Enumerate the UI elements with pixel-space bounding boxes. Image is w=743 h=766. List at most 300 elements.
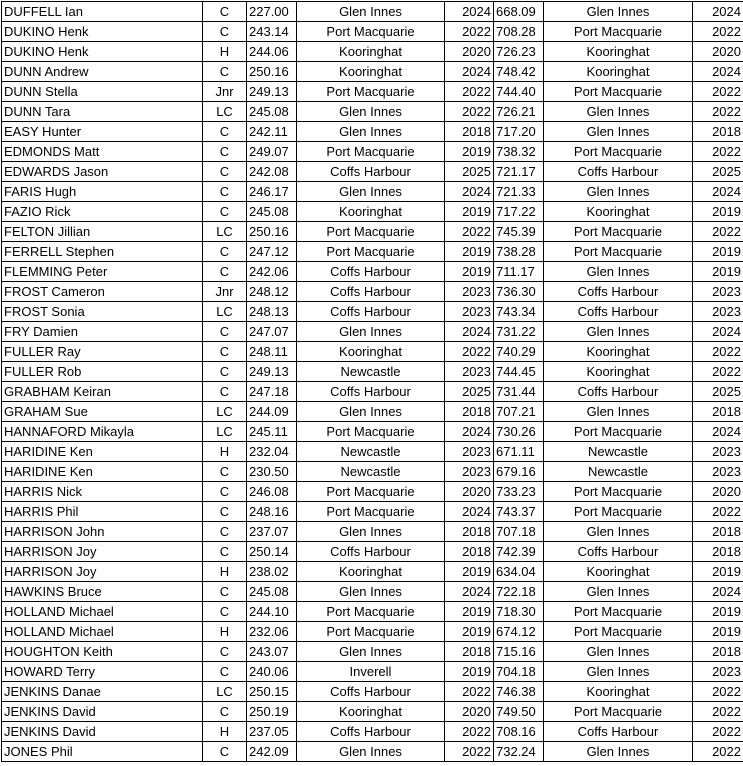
grade-cell: C	[203, 202, 247, 222]
club-cell: Coffs Harbour	[297, 282, 445, 302]
score-cell: 242.06	[247, 262, 297, 282]
score-cell: 250.14	[247, 542, 297, 562]
score-cell: 227.00	[247, 2, 297, 22]
aggregate-year-cell: 2022	[693, 702, 743, 722]
club-cell: Kooringhat	[297, 202, 445, 222]
year-cell: 2019	[445, 202, 494, 222]
grade-cell: H	[203, 42, 247, 62]
aggregate-score-cell: 731.22	[494, 322, 544, 342]
club-cell: Port Macquarie	[297, 222, 445, 242]
shooter-name-cell: DUKINO Henk	[2, 42, 203, 62]
club-cell: Coffs Harbour	[297, 382, 445, 402]
year-cell: 2019	[445, 622, 494, 642]
grade-cell: C	[203, 322, 247, 342]
grade-cell: C	[203, 702, 247, 722]
aggregate-year-cell: 2018	[693, 402, 743, 422]
score-cell: 250.15	[247, 682, 297, 702]
shooter-name-cell: FROST Cameron	[2, 282, 203, 302]
aggregate-score-cell: 721.33	[494, 182, 544, 202]
aggregate-year-cell: 2024	[693, 2, 743, 22]
grade-cell: C	[203, 242, 247, 262]
table-row	[2, 702, 743, 722]
aggregate-club-cell: Port Macquarie	[544, 422, 693, 442]
shooter-name-cell: HAWKINS Bruce	[2, 582, 203, 602]
shooter-name-cell: JENKINS David	[2, 702, 203, 722]
club-cell: Glen Innes	[297, 122, 445, 142]
table-row	[2, 182, 743, 202]
aggregate-score-cell: 679.16	[494, 462, 544, 482]
grade-cell: C	[203, 602, 247, 622]
club-cell: Coffs Harbour	[297, 302, 445, 322]
aggregate-score-cell: 726.23	[494, 42, 544, 62]
aggregate-club-cell: Glen Innes	[544, 582, 693, 602]
score-cell: 248.12	[247, 282, 297, 302]
aggregate-year-cell: 2018	[693, 122, 743, 142]
club-cell: Coffs Harbour	[297, 722, 445, 742]
table-row	[2, 522, 743, 542]
aggregate-score-cell: 738.28	[494, 242, 544, 262]
year-cell: 2025	[445, 382, 494, 402]
aggregate-club-cell: Kooringhat	[544, 562, 693, 582]
aggregate-year-cell: 2019	[693, 562, 743, 582]
club-cell: Glen Innes	[297, 742, 445, 762]
aggregate-score-cell: 744.45	[494, 362, 544, 382]
year-cell: 2024	[445, 322, 494, 342]
aggregate-year-cell: 2022	[693, 142, 743, 162]
aggregate-score-cell: 744.40	[494, 82, 544, 102]
table-row	[2, 162, 743, 182]
score-cell: 237.07	[247, 522, 297, 542]
club-cell: Coffs Harbour	[297, 682, 445, 702]
club-cell: Coffs Harbour	[297, 262, 445, 282]
club-cell: Kooringhat	[297, 42, 445, 62]
grade-cell: C	[203, 22, 247, 42]
year-cell: 2022	[445, 722, 494, 742]
club-cell: Coffs Harbour	[297, 162, 445, 182]
shooter-name-cell: HARRISON John	[2, 522, 203, 542]
aggregate-year-cell: 2023	[693, 282, 743, 302]
year-cell: 2024	[445, 422, 494, 442]
aggregate-club-cell: Coffs Harbour	[544, 162, 693, 182]
aggregate-year-cell: 2023	[693, 462, 743, 482]
aggregate-club-cell: Kooringhat	[544, 362, 693, 382]
aggregate-club-cell: Glen Innes	[544, 102, 693, 122]
club-cell: Inverell	[297, 662, 445, 682]
year-cell: 2020	[445, 42, 494, 62]
year-cell: 2022	[445, 22, 494, 42]
grade-cell: Jnr	[203, 282, 247, 302]
table-row	[2, 582, 743, 602]
shooter-name-cell: JONES Phil	[2, 742, 203, 762]
aggregate-score-cell: 743.37	[494, 502, 544, 522]
aggregate-club-cell: Coffs Harbour	[544, 282, 693, 302]
aggregate-club-cell: Kooringhat	[544, 202, 693, 222]
shooter-name-cell: HOUGHTON Keith	[2, 642, 203, 662]
shooter-name-cell: FROST Sonia	[2, 302, 203, 322]
score-cell: 240.06	[247, 662, 297, 682]
aggregate-club-cell: Glen Innes	[544, 642, 693, 662]
aggregate-club-cell: Port Macquarie	[544, 82, 693, 102]
score-cell: 249.07	[247, 142, 297, 162]
club-cell: Port Macquarie	[297, 482, 445, 502]
aggregate-score-cell: 711.17	[494, 262, 544, 282]
aggregate-club-cell: Newcastle	[544, 462, 693, 482]
aggregate-year-cell: 2020	[693, 42, 743, 62]
aggregate-year-cell: 2019	[693, 262, 743, 282]
score-cell: 250.19	[247, 702, 297, 722]
year-cell: 2019	[445, 242, 494, 262]
shooter-name-cell: FULLER Rob	[2, 362, 203, 382]
score-cell: 248.11	[247, 342, 297, 362]
grade-cell: C	[203, 182, 247, 202]
club-cell: Glen Innes	[297, 402, 445, 422]
aggregate-score-cell: 722.18	[494, 582, 544, 602]
table-row	[2, 142, 743, 162]
score-cell: 245.08	[247, 102, 297, 122]
score-cell: 247.12	[247, 242, 297, 262]
table-row	[2, 722, 743, 742]
aggregate-year-cell: 2019	[693, 202, 743, 222]
aggregate-score-cell: 732.24	[494, 742, 544, 762]
table-row	[2, 482, 743, 502]
shooter-name-cell: DUFFELL Ian	[2, 2, 203, 22]
shooter-name-cell: FRY Damien	[2, 322, 203, 342]
table-row	[2, 442, 743, 462]
year-cell: 2019	[445, 562, 494, 582]
year-cell: 2023	[445, 282, 494, 302]
shooter-name-cell: JENKINS David	[2, 722, 203, 742]
grade-cell: C	[203, 162, 247, 182]
aggregate-year-cell: 2019	[693, 242, 743, 262]
aggregate-club-cell: Newcastle	[544, 442, 693, 462]
year-cell: 2019	[445, 662, 494, 682]
score-cell: 244.10	[247, 602, 297, 622]
aggregate-year-cell: 2019	[693, 602, 743, 622]
aggregate-club-cell: Port Macquarie	[544, 702, 693, 722]
aggregate-score-cell: 674.12	[494, 622, 544, 642]
aggregate-year-cell: 2025	[693, 162, 743, 182]
score-cell: 243.14	[247, 22, 297, 42]
table-row	[2, 542, 743, 562]
year-cell: 2024	[445, 582, 494, 602]
grade-cell: C	[203, 542, 247, 562]
aggregate-club-cell: Glen Innes	[544, 322, 693, 342]
year-cell: 2024	[445, 502, 494, 522]
aggregate-year-cell: 2022	[693, 22, 743, 42]
table-row	[2, 202, 743, 222]
shooter-name-cell: HARRISON Joy	[2, 562, 203, 582]
aggregate-year-cell: 2023	[693, 442, 743, 462]
grade-cell: H	[203, 442, 247, 462]
table-row	[2, 42, 743, 62]
table-row	[2, 62, 743, 82]
aggregate-year-cell: 2018	[693, 522, 743, 542]
aggregate-score-cell: 715.16	[494, 642, 544, 662]
grade-cell: C	[203, 262, 247, 282]
aggregate-club-cell: Kooringhat	[544, 62, 693, 82]
shooter-name-cell: HANNAFORD Mikayla	[2, 422, 203, 442]
aggregate-club-cell: Port Macquarie	[544, 242, 693, 262]
score-cell: 244.09	[247, 402, 297, 422]
table-row	[2, 282, 743, 302]
grade-cell: C	[203, 742, 247, 762]
shooter-name-cell: DUKINO Henk	[2, 22, 203, 42]
aggregate-year-cell: 2023	[693, 662, 743, 682]
year-cell: 2022	[445, 82, 494, 102]
club-cell: Newcastle	[297, 462, 445, 482]
club-cell: Kooringhat	[297, 342, 445, 362]
club-cell: Port Macquarie	[297, 422, 445, 442]
year-cell: 2022	[445, 102, 494, 122]
club-cell: Kooringhat	[297, 702, 445, 722]
aggregate-year-cell: 2018	[693, 642, 743, 662]
aggregate-score-cell: 717.20	[494, 122, 544, 142]
aggregate-year-cell: 2024	[693, 582, 743, 602]
score-cell: 244.06	[247, 42, 297, 62]
aggregate-club-cell: Coffs Harbour	[544, 542, 693, 562]
aggregate-score-cell: 749.50	[494, 702, 544, 722]
score-cell: 238.02	[247, 562, 297, 582]
year-cell: 2019	[445, 602, 494, 622]
year-cell: 2018	[445, 642, 494, 662]
aggregate-club-cell: Coffs Harbour	[544, 382, 693, 402]
score-cell: 242.11	[247, 122, 297, 142]
aggregate-club-cell: Coffs Harbour	[544, 302, 693, 322]
year-cell: 2022	[445, 742, 494, 762]
table-row	[2, 362, 743, 382]
year-cell: 2024	[445, 62, 494, 82]
score-cell: 249.13	[247, 82, 297, 102]
score-cell: 245.08	[247, 582, 297, 602]
aggregate-year-cell: 2022	[693, 722, 743, 742]
grade-cell: H	[203, 622, 247, 642]
aggregate-year-cell: 2022	[693, 362, 743, 382]
shooter-name-cell: FAZIO Rick	[2, 202, 203, 222]
aggregate-club-cell: Port Macquarie	[544, 22, 693, 42]
year-cell: 2018	[445, 542, 494, 562]
aggregate-score-cell: 730.26	[494, 422, 544, 442]
table-row	[2, 122, 743, 142]
score-cell: 230.50	[247, 462, 297, 482]
scores-table	[1, 1, 743, 762]
score-cell: 242.08	[247, 162, 297, 182]
club-cell: Port Macquarie	[297, 622, 445, 642]
grade-cell: Jnr	[203, 82, 247, 102]
club-cell: Port Macquarie	[297, 242, 445, 262]
shooter-name-cell: HOLLAND Michael	[2, 622, 203, 642]
aggregate-score-cell: 745.39	[494, 222, 544, 242]
score-cell: 232.06	[247, 622, 297, 642]
score-cell: 250.16	[247, 62, 297, 82]
aggregate-club-cell: Glen Innes	[544, 2, 693, 22]
year-cell: 2018	[445, 402, 494, 422]
club-cell: Kooringhat	[297, 62, 445, 82]
table-row	[2, 622, 743, 642]
aggregate-club-cell: Port Macquarie	[544, 602, 693, 622]
shooter-name-cell: GRABHAM Keiran	[2, 382, 203, 402]
score-cell: 248.13	[247, 302, 297, 322]
aggregate-club-cell: Coffs Harbour	[544, 722, 693, 742]
grade-cell: C	[203, 2, 247, 22]
aggregate-year-cell: 2025	[693, 382, 743, 402]
aggregate-year-cell: 2023	[693, 302, 743, 322]
aggregate-year-cell: 2022	[693, 102, 743, 122]
table-row	[2, 222, 743, 242]
aggregate-year-cell: 2024	[693, 422, 743, 442]
year-cell: 2020	[445, 702, 494, 722]
aggregate-club-cell: Glen Innes	[544, 522, 693, 542]
grade-cell: C	[203, 642, 247, 662]
year-cell: 2023	[445, 362, 494, 382]
year-cell: 2022	[445, 682, 494, 702]
aggregate-score-cell: 717.22	[494, 202, 544, 222]
grade-cell: C	[203, 62, 247, 82]
club-cell: Glen Innes	[297, 2, 445, 22]
grade-cell: C	[203, 122, 247, 142]
club-cell: Glen Innes	[297, 322, 445, 342]
shooter-name-cell: HARRIS Nick	[2, 482, 203, 502]
year-cell: 2018	[445, 122, 494, 142]
table-row	[2, 382, 743, 402]
grade-cell: C	[203, 482, 247, 502]
aggregate-club-cell: Glen Innes	[544, 122, 693, 142]
aggregate-score-cell: 634.04	[494, 562, 544, 582]
year-cell: 2023	[445, 462, 494, 482]
table-row	[2, 302, 743, 322]
table-row	[2, 682, 743, 702]
club-cell: Glen Innes	[297, 182, 445, 202]
table-row	[2, 502, 743, 522]
aggregate-score-cell: 738.32	[494, 142, 544, 162]
score-cell: 247.07	[247, 322, 297, 342]
score-cell: 249.13	[247, 362, 297, 382]
table-row	[2, 322, 743, 342]
score-cell: 250.16	[247, 222, 297, 242]
table-row	[2, 82, 743, 102]
shooter-name-cell: DUNN Tara	[2, 102, 203, 122]
shooter-name-cell: EDWARDS Jason	[2, 162, 203, 182]
club-cell: Port Macquarie	[297, 82, 445, 102]
year-cell: 2022	[445, 222, 494, 242]
grade-cell: C	[203, 522, 247, 542]
table-row	[2, 602, 743, 622]
club-cell: Kooringhat	[297, 562, 445, 582]
grade-cell: LC	[203, 422, 247, 442]
aggregate-club-cell: Glen Innes	[544, 262, 693, 282]
year-cell: 2023	[445, 302, 494, 322]
aggregate-score-cell: 718.30	[494, 602, 544, 622]
score-cell: 242.09	[247, 742, 297, 762]
year-cell: 2025	[445, 162, 494, 182]
shooter-name-cell: HOLLAND Michael	[2, 602, 203, 622]
aggregate-year-cell: 2022	[693, 222, 743, 242]
aggregate-score-cell: 731.44	[494, 382, 544, 402]
year-cell: 2024	[445, 182, 494, 202]
grade-cell: C	[203, 142, 247, 162]
score-cell: 247.18	[247, 382, 297, 402]
table-row	[2, 642, 743, 662]
aggregate-score-cell: 743.34	[494, 302, 544, 322]
grade-cell: LC	[203, 222, 247, 242]
aggregate-club-cell: Glen Innes	[544, 182, 693, 202]
grade-cell: LC	[203, 682, 247, 702]
year-cell: 2020	[445, 482, 494, 502]
aggregate-year-cell: 2022	[693, 682, 743, 702]
aggregate-score-cell: 707.18	[494, 522, 544, 542]
grade-cell: C	[203, 662, 247, 682]
aggregate-club-cell: Port Macquarie	[544, 482, 693, 502]
club-cell: Coffs Harbour	[297, 542, 445, 562]
table-row	[2, 242, 743, 262]
shooter-name-cell: EDMONDS Matt	[2, 142, 203, 162]
club-cell: Glen Innes	[297, 582, 445, 602]
club-cell: Newcastle	[297, 362, 445, 382]
shooter-name-cell: EASY Hunter	[2, 122, 203, 142]
aggregate-score-cell: 708.16	[494, 722, 544, 742]
table-row	[2, 422, 743, 442]
table-row	[2, 742, 743, 762]
grade-cell: C	[203, 582, 247, 602]
shooter-name-cell: GRAHAM Sue	[2, 402, 203, 422]
grade-cell: H	[203, 722, 247, 742]
shooter-name-cell: FLEMMING Peter	[2, 262, 203, 282]
aggregate-club-cell: Port Macquarie	[544, 622, 693, 642]
club-cell: Glen Innes	[297, 522, 445, 542]
score-cell: 245.08	[247, 202, 297, 222]
score-cell: 248.16	[247, 502, 297, 522]
aggregate-year-cell: 2020	[693, 482, 743, 502]
club-cell: Port Macquarie	[297, 142, 445, 162]
shooter-name-cell: FARIS Hugh	[2, 182, 203, 202]
score-cell: 237.05	[247, 722, 297, 742]
aggregate-score-cell: 736.30	[494, 282, 544, 302]
score-cell: 232.04	[247, 442, 297, 462]
grade-cell: C	[203, 342, 247, 362]
year-cell: 2023	[445, 442, 494, 462]
aggregate-club-cell: Glen Innes	[544, 662, 693, 682]
aggregate-club-cell: Glen Innes	[544, 742, 693, 762]
table-row	[2, 562, 743, 582]
grade-cell: C	[203, 462, 247, 482]
shooter-name-cell: FERRELL Stephen	[2, 242, 203, 262]
shooter-name-cell: JENKINS Danae	[2, 682, 203, 702]
aggregate-year-cell: 2022	[693, 502, 743, 522]
aggregate-year-cell: 2022	[693, 82, 743, 102]
aggregate-year-cell: 2022	[693, 742, 743, 762]
year-cell: 2024	[445, 2, 494, 22]
club-cell: Newcastle	[297, 442, 445, 462]
year-cell: 2019	[445, 262, 494, 282]
table-row	[2, 262, 743, 282]
aggregate-year-cell: 2022	[693, 342, 743, 362]
aggregate-club-cell: Glen Innes	[544, 402, 693, 422]
table-row	[2, 462, 743, 482]
shooter-name-cell: HARRISON Joy	[2, 542, 203, 562]
club-cell: Glen Innes	[297, 642, 445, 662]
table-row	[2, 662, 743, 682]
aggregate-score-cell: 707.21	[494, 402, 544, 422]
aggregate-club-cell: Kooringhat	[544, 682, 693, 702]
aggregate-score-cell: 746.38	[494, 682, 544, 702]
year-cell: 2022	[445, 342, 494, 362]
scores-table-body	[2, 2, 743, 762]
aggregate-club-cell: Port Macquarie	[544, 222, 693, 242]
aggregate-club-cell: Port Macquarie	[544, 142, 693, 162]
aggregate-year-cell: 2019	[693, 622, 743, 642]
aggregate-score-cell: 721.17	[494, 162, 544, 182]
score-cell: 246.17	[247, 182, 297, 202]
aggregate-club-cell: Kooringhat	[544, 342, 693, 362]
